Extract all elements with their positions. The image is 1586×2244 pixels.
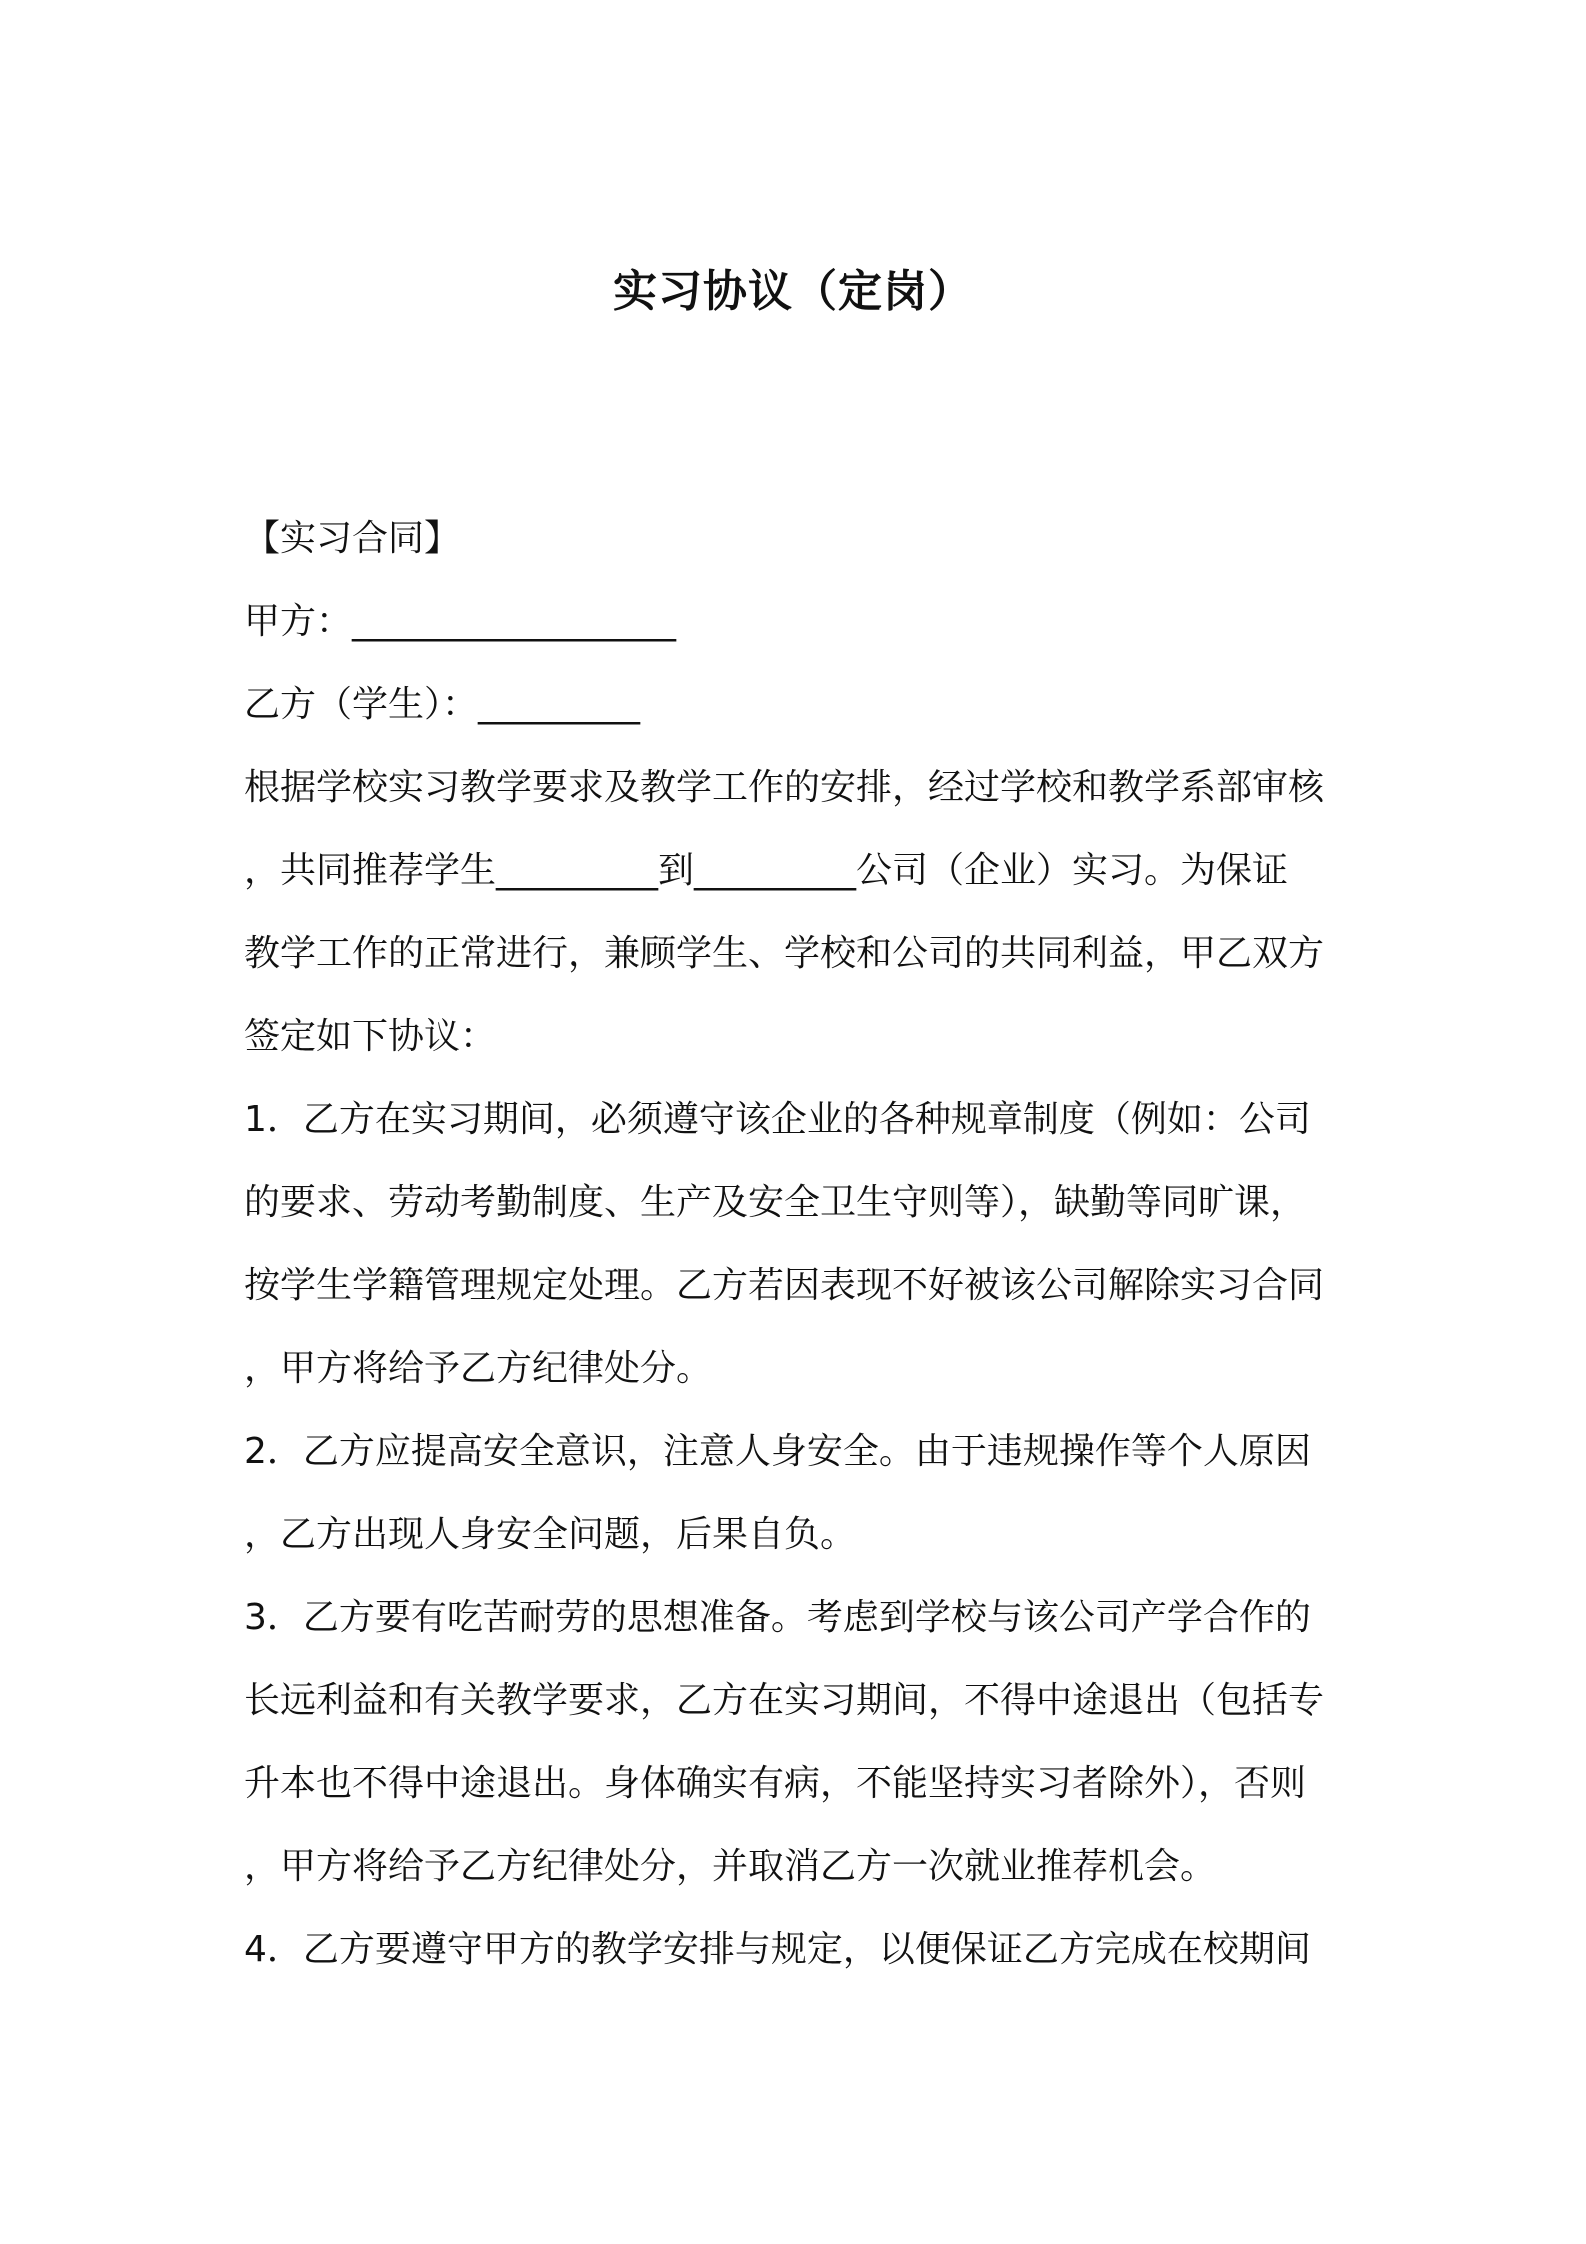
clause-3-line: 升本也不得中途退出。身体确实有病，不能坚持实习者除外），否则 [244, 1763, 1307, 1804]
party-b-line: 乙方（学生）：_________ [244, 684, 641, 725]
clause-3-line: 长远利益和有关教学要求，乙方在实习期间，不得中途退出（包括专 [244, 1680, 1325, 1721]
party-a-line: 甲方：__________________ [244, 601, 677, 642]
document-title: 实习协议（定岗） [613, 266, 973, 317]
intro-line: 签定如下协议： [244, 1016, 497, 1057]
clause-2-line: ，乙方出现人身安全问题，后果自负。 [244, 1514, 857, 1555]
clause-4-line: 4．乙方要遵守甲方的教学安排与规定，以便保证乙方完成在校期间 [244, 1929, 1311, 1970]
clause-1-line: 的要求、劳动考勤制度、生产及安全卫生守则等），缺勤等同旷课， [244, 1182, 1307, 1223]
document-body [244, 497, 1358, 1991]
clause-1-line: 按学生学籍管理规定处理。乙方若因表现不好被该公司解除实习合同 [244, 1265, 1325, 1306]
section-heading: 【实习合同】 [244, 518, 461, 559]
clause-3-line: 3．乙方要有吃苦耐劳的思想准备。考虑到学校与该公司产学合作的 [244, 1597, 1311, 1638]
clause-3-line: ，甲方将给予乙方纪律处分，并取消乙方一次就业推荐机会。 [244, 1846, 1217, 1887]
intro-line: 根据学校实习教学要求及教学工作的安排，经过学校和教学系部审核 [244, 767, 1325, 808]
clause-1-line: ，甲方将给予乙方纪律处分。 [244, 1348, 713, 1389]
clause-2-line: 2．乙方应提高安全意识，注意人身安全。由于违规操作等个人原因 [244, 1431, 1311, 1472]
intro-line: 教学工作的正常进行，兼顾学生、学校和公司的共同利益，甲乙双方 [244, 933, 1325, 974]
intro-line: ，共同推荐学生_________到_________公司（企业）实习。为保证 [244, 850, 1289, 891]
clause-1-line: 1．乙方在实习期间，必须遵守该企业的各种规章制度（例如：公司 [244, 1099, 1311, 1140]
